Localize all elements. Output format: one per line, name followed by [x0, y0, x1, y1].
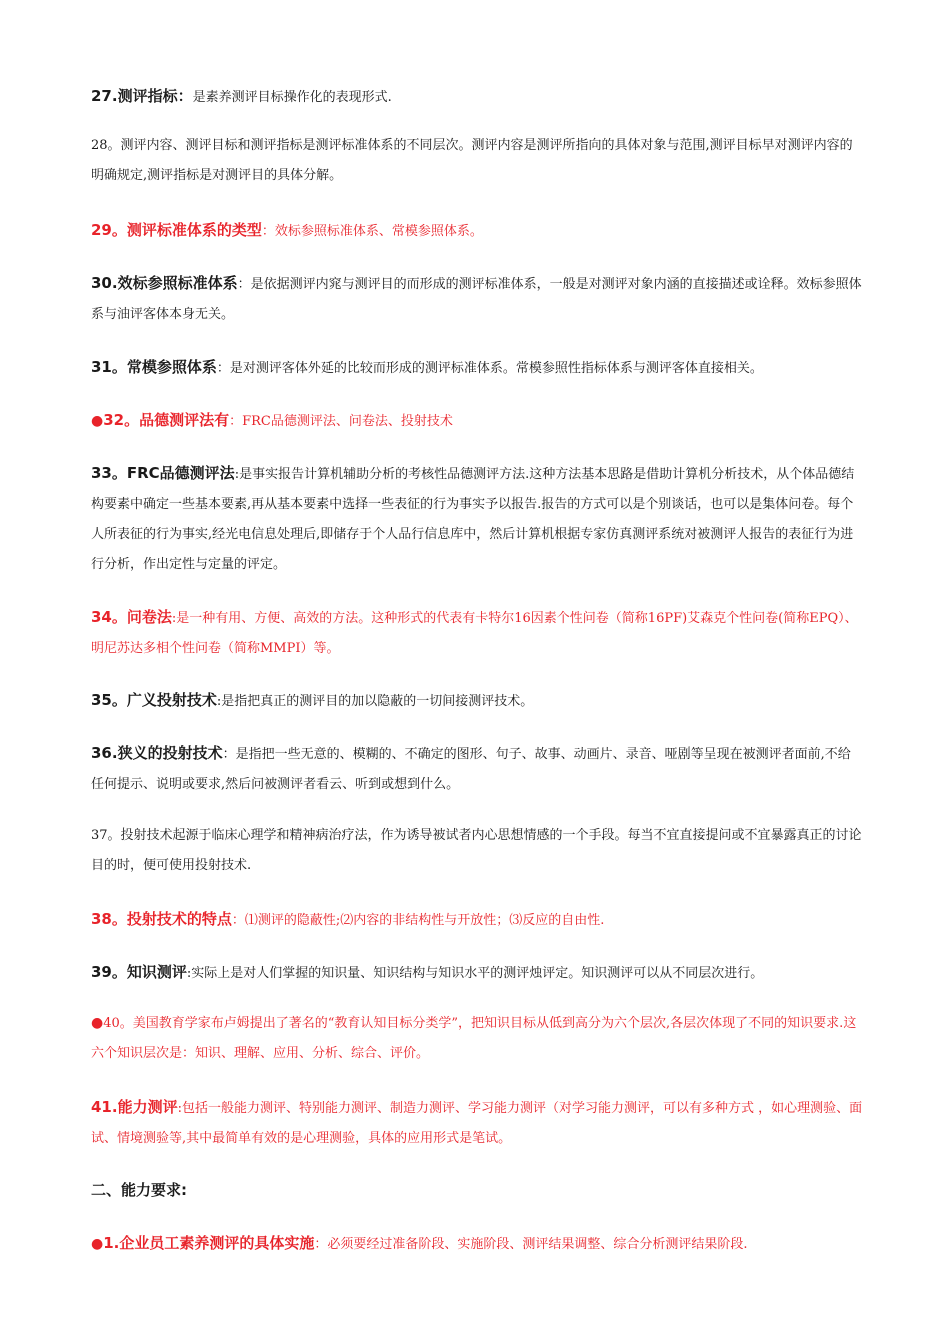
item-35-heading: 35。广义投射技术 — [91, 691, 217, 709]
item-29-heading: 29。测评标准体系的类型 — [91, 221, 262, 239]
item-39-heading: 39。知识测评 — [91, 963, 187, 981]
item-34 — [91, 602, 863, 664]
item-40-text: 40。美国教育学家布卢姆提出了著名的“教育认知目标分类学”，把知识目标从低到高分为六个层次,各层次体现了不同的知识要求.这六个知识层次是：知识、理解、应用、分析、综合、评价。 — [91, 1016, 857, 1061]
item-28-text: 28。测评内容、测评目标和测评指标是测评标准体系的不同层次。测评内容是测评所指向的具体对象与范围,测评目标早对测评内容的明确规定,测评指标是对测评目的具体分解。 — [91, 138, 853, 183]
item-39-text: :实际上是对人们掌握的知识量、知识结构与知识水平的测评烛评定。知识测评可以从不同层次进行。 — [186, 966, 764, 981]
item-27-text: 是素养测评目标操作化的表现形式. — [192, 90, 392, 105]
item-33-heading: 33。FRC品德测评法 — [91, 464, 235, 482]
item-ability-1 — [91, 1228, 863, 1260]
item-29 — [91, 215, 863, 247]
item-38-heading: 38。投射技术的特点 — [91, 910, 232, 928]
item-33 — [91, 458, 863, 580]
item-31-heading: 31。常模参照体系 — [91, 358, 217, 376]
item-35 — [91, 685, 863, 717]
item-27 — [91, 81, 863, 113]
item-33-text: :是事实报告计算机辅助分析的考核性品德测评方法.这种方法基本思路是借助计算机分析技术，从个体品德结构要素中确定一些基本要素,再从基本要素中选择一些表征的行为事实予以报告.报告的方式可以是个别谈话，也可以是集体问卷。每个人所表征的行为事实,经光电信息处理后,即储存于个人品行信息库中，然后计算机根据专家仿真测评系统对被测评人报告的表征行为进行分析，作出定性与定量的评定。 — [91, 467, 855, 572]
item-41 — [91, 1092, 863, 1154]
item-37 — [91, 821, 863, 881]
item-30 — [91, 268, 863, 330]
section-heading: 二、能力要求: — [91, 1181, 187, 1199]
item-34-heading: 34。问卷法 — [91, 608, 172, 626]
item-37-text: 37。投射技术起源于临床心理学和精神病治疗法，作为诱导被试者内心思想情感的一个手段。每当不宜直接提问或不宜暴露真正的讨论目的时，便可使用投射技术. — [91, 828, 862, 873]
bullet-dot: ● — [91, 413, 104, 429]
item-41-text: :包括一般能力测评、特别能力测评、制造力测评、学习能力测评（对学习能力测评，可以有多种方式 ，如心理测验、面试、情境测验等,其中最简单有效的是心理测验，具体的应用形式是笔试。 — [91, 1101, 863, 1146]
item-36-text: ：是指把一些无意的、模糊的、不确定的图形、句子、故事、动画片、录音、哑剧等呈现在被测评者面前,不给任何提示、说明或要求,然后问被测评者看云、听到或想到什么。 — [91, 747, 851, 792]
item-ability-1-heading: 1.企业员工素养测评的具体实施 — [103, 1234, 315, 1252]
item-36-heading: 36.狭义的投射技术 — [91, 744, 223, 762]
item-34-text: :是一种有用、方便、高效的方法。这种形式的代表有卡特尔16因素个性问卷（简称16PF)艾森克个性问卷(简称EPQ）、明尼苏达多相个性问卷（简称MMPI）等。 — [91, 611, 858, 656]
item-36 — [91, 738, 863, 800]
item-28 — [91, 131, 863, 191]
item-31 — [91, 352, 863, 384]
item-27-heading: 27.测评指标： — [91, 87, 193, 105]
item-38-text: ：⑴测评的隐蔽性;⑵内容的非结构性与开放性；⑶反应的自由性. — [231, 913, 605, 928]
item-ability-1-text: ：必须要经过准备阶段、实施阶段、测评结果调整、综合分析测评结果阶段. — [314, 1237, 748, 1252]
bullet-dot: ● — [91, 1015, 104, 1031]
item-32 — [91, 405, 863, 437]
item-30-text: ：是依据测评内窕与测评目的而形成的测评标准体系，一般是对测评对象内涵的直接描述或诠释。效标参照体系与油评客体本身无关。 — [91, 277, 862, 322]
item-38 — [91, 904, 863, 936]
item-35-text: :是指把真正的测评目的加以隐蔽的一切间接测评技术。 — [216, 694, 534, 709]
item-41-heading: 41.能力测评 — [91, 1098, 178, 1116]
item-32-heading: 32。品德测评法有 — [103, 411, 230, 429]
item-29-text: ：效标参照标准体系、常模参照体系。 — [261, 224, 483, 239]
item-39 — [91, 957, 863, 989]
bullet-dot: ● — [91, 1236, 104, 1252]
item-40 — [91, 1008, 863, 1069]
item-32-text: ：FRC品德测评法、问卷法、投射技术 — [229, 414, 453, 429]
item-30-heading: 30.效标参照标准体系 — [91, 274, 238, 292]
item-31-text: ：是对测评客体外延的比较而形成的测评标准体系。常模参照性指标体系与测评客体直接相关。 — [216, 361, 763, 376]
